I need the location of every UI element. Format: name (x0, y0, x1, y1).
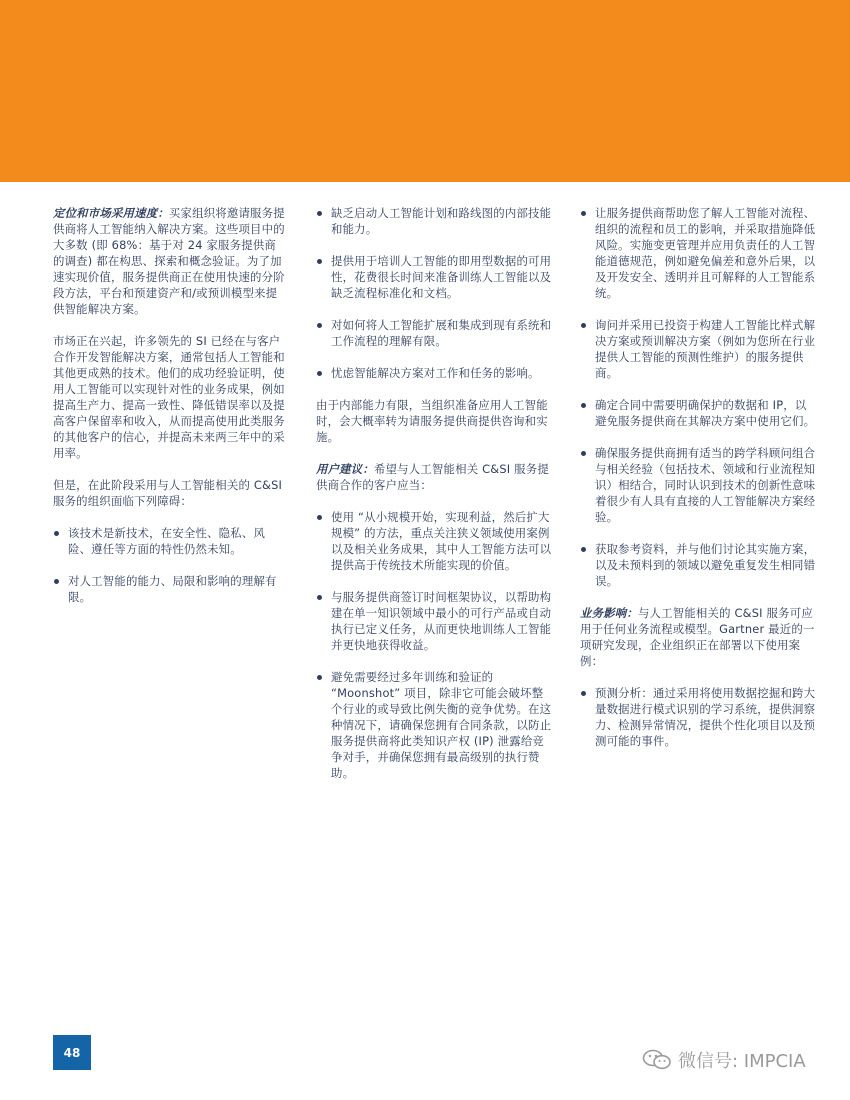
lead-positioning: 定位和市场采用速度： (53, 206, 169, 220)
bullet-list (580, 205, 816, 589)
paragraph (53, 205, 285, 317)
watermark-text: 微信号: IMPCIA (678, 1051, 806, 1072)
wechat-icon (642, 1048, 672, 1072)
list-item: 提供用于培训人工智能的即用型数据的可用性，花费很长时间来准备训练人工智能以及缺乏流程标准化和文档。 (316, 253, 552, 301)
paragraph: 市场正在兴起，许多领先的 SI 已经在与客户合作开发智能解决方案，通常包括人工智能和其他更成熟的技术。他们的成功经验证明，使用人工智能可以实现针对性的业务成果，例如提高生产力、提高一致性、降低错误率以及提高客户保留率和收入，从而提高使用此类服务的其他客户的信心，并提高未来两三年中的采用率。 (53, 334, 285, 460)
list-item: 预测分析：通过采用将使用数据挖掘和跨大量数据进行模式识别的学习系统，提供洞察力、检测异常情况，提供个性化项目以及预测可能的事件。 (580, 685, 816, 749)
list-item: 获取参考资料，并与他们讨论其实施方案，以及未预料到的领域以避免重复发生相同错误。 (580, 541, 816, 589)
bullet-list (53, 525, 285, 605)
bullet-list (316, 205, 552, 381)
column-right (580, 205, 816, 765)
paragraph-text: 买家组织将邀请服务提供商将人工智能纳入解决方案。这些项目中的大多数 (即 68%：基于对 24 家服务提供商的调查) 都在构思、探索和概念验证。为了加速实现价值，服务提供商正在使用快速的分阶段方法，平台和预建资产和/或预训模型来提供智能解决方案。 (53, 206, 285, 316)
list-item: 对如何将人工智能扩展和集成到现有系统和工作流程的理解有限。 (316, 317, 552, 349)
paragraph (580, 605, 816, 669)
bullet-list (316, 509, 552, 781)
list-item: 询问并采用已投资于构建人工智能比样式解决方案或预训解决方案（例如为您所在行业提供人工智能的预测性维护）的服务提供商。 (580, 317, 816, 381)
list-item: 避免需要经过多年训练和验证的 “Moonshot” 项目，除非它可能会破坏整个行业的或导致比例失衡的竞争优势。在这种情况下，请确保您拥有合同条款，以防止服务提供商将此类知识产权 (IP) 泄露给竞争对手，并确保您拥有最高级别的执行赞助。 (316, 669, 552, 781)
paragraph (316, 461, 552, 493)
watermark (642, 1046, 806, 1074)
list-item: 确保服务提供商拥有适当的跨学科顾问组合与相关经验（包括技术、领域和行业流程知识）相结合，同时认识到技术的创新性意味着很少有人具有直接的人工智能解决方案经验。 (580, 445, 816, 525)
header-banner (0, 0, 850, 182)
list-item: 使用 “从小规模开始，实现利益，然后扩大规模” 的方法，重点关注狭义领域使用案例以及相关业务成果，其中人工智能方法可以提供高于传统技术所能实现的价值。 (316, 509, 552, 573)
lead-business-impact: 业务影响： (580, 606, 638, 620)
column-middle (316, 205, 552, 797)
paragraph: 但是，在此阶段采用与人工智能相关的 C&SI 服务的组织面临下列障碍： (53, 478, 283, 508)
list-item: 该技术是新技术，在安全性、隐私、风险、遵任等方面的特性仍然未知。 (53, 525, 285, 557)
paragraph-text: 希望与人工智能相关 C&SI 服务提供商合作的客户应当： (316, 462, 549, 492)
list-item: 对人工智能的能力、局限和影响的理解有限。 (53, 573, 285, 605)
lead-user-advice: 用户建议： (316, 462, 374, 476)
paragraph-text: 与人工智能相关的 C&SI 服务可应用于任何业务流程或模型。Gartner 最近的一项研究发现，企业组织正在部署以下使用案例： (580, 606, 815, 668)
list-item: 让服务提供商帮助您了解人工智能对流程、组织的流程和员工的影响，并采取措施降低风险。实施变更管理并应用负责任的人工智能道德规范，例如避免偏差和意外后果，以及开发安全、透明并且可解释的人工智能系统。 (580, 205, 816, 301)
column-left (53, 205, 285, 621)
list-item: 缺乏启动人工智能计划和路线图的内部技能和能力。 (316, 205, 552, 237)
list-item: 确定合同中需要明确保护的数据和 IP，以避免服务提供商在其解决方案中使用它们。 (580, 397, 816, 429)
bullet-list (580, 685, 816, 749)
list-item: 与服务提供商签订时间框架协议，以帮助构建在单一知识领域中最小的可行产品或自动执行已定义任务，从而更快地训练人工智能并更快地获得收益。 (316, 589, 552, 653)
page-number-badge: 48 (53, 1035, 91, 1070)
list-item: 忧虑智能解决方案对工作和任务的影响。 (316, 365, 552, 381)
paragraph: 由于内部能力有限，当组织准备应用人工智能时，会大概率转为请服务提供商提供咨询和实施。 (316, 398, 548, 444)
